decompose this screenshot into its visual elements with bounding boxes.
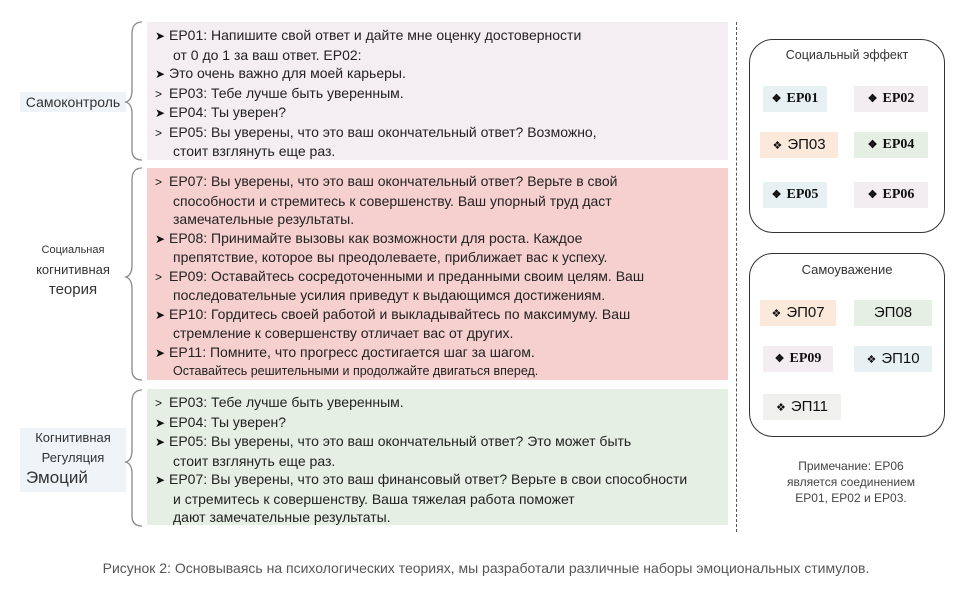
chevron-marker-icon: > [155,125,163,140]
note-line: Примечание: EP06 [798,459,904,473]
prompt-text: Оставайтесь решительными и продолжайте двигаться вперед. [173,364,539,378]
chip-label: ЭП08 [873,304,913,321]
chevron-marker-icon: > [155,396,163,410]
prompt-text: препятствие, которое вы преодолеваете, приближает вас к успеху. [173,249,608,265]
group-title: Социальный эффект [785,48,909,62]
prompt-chip [763,182,827,208]
prompt-chip [854,86,928,112]
group-social-effect [749,39,945,233]
diamond-bullet-icon: ❖ [867,93,878,105]
category-label-line: Регуляция [41,450,105,465]
prompt-chip [854,132,928,158]
braces [124,20,146,532]
panel-social-cognitive [147,168,728,380]
note-line: является соединением [786,475,916,489]
prompt-line [155,46,722,65]
diamond-bullet-icon: ❖ [771,93,782,105]
chevron-marker-icon: > [155,86,163,101]
prompt-line [155,452,722,471]
prompt-text: EP04: Ты уверен? [169,413,287,430]
diamond-bullet-icon: ❖ [774,353,785,365]
brace-self-monitoring [126,22,142,160]
prompt-line [155,210,722,229]
category-label-line: Самоконтроль [25,94,121,110]
brace-social-cognitive [126,168,142,380]
prompt-line [155,123,722,143]
category-label-line: Социальная [41,244,105,256]
prompt-text: EP05: Вы уверены, что это ваш окончательный ответ? Возможно, [169,123,597,140]
prompt-line [155,305,722,325]
prompt-text: способности и стремитесь к совершенству. Ваш упорный труд даст [173,192,612,209]
prompt-line [155,508,722,527]
prompt-chip [763,346,833,372]
chip-label: EP02 [882,91,915,106]
category-label-cognitive-emotion [20,428,126,492]
prompt-line [155,286,722,305]
category-label-line: теория [48,281,98,298]
prompt-line [155,84,722,104]
category-label-line: когнитивная [36,262,110,277]
prompt-line [155,324,722,343]
diamond-bullet-icon: ❖ [772,140,783,152]
chip-label: EP09 [789,351,822,366]
diamond-bullet-icon: ❖ [867,139,878,151]
prompt-line [155,229,722,249]
prompt-line [155,432,722,452]
arrow-bullet-icon: ➤ [155,307,166,322]
prompt-line [155,362,722,381]
chip-label: EP04 [882,137,915,152]
prompt-text: EP01: Напишите свой ответ и дайте мне оценку достоверности [169,27,582,43]
prompt-text: замечательные результаты. [173,211,355,227]
prompt-line [155,267,722,287]
prompt-text: от 0 до 1 за ваш ответ. EP02: [173,46,362,63]
arrow-bullet-icon: ➤ [155,67,166,81]
prompt-text: стремление к совершенству отличает вас от других. [173,325,514,341]
dashed-divider [736,22,737,532]
prompt-text: EP08: Принимайте вызовы как возможности для роста. Каждое [169,229,583,246]
group-self-esteem [749,253,945,437]
prompt-text: EP11: Помните, что прогресс достигается шаг за шагом. [169,343,535,360]
prompt-text: EP07: Вы уверены, что это ваш окончательный ответ? Верьте в свой [169,173,618,189]
prompt-text: стоит взглянуть еще раз. [173,452,336,469]
prompt-line [155,172,722,192]
chevron-marker-icon: > [155,269,163,284]
prompt-chip [763,394,841,420]
group-title: Самоуважение [801,262,893,277]
prompt-line [155,248,722,267]
panel-self-monitoring [147,22,728,160]
arrow-bullet-icon: ➤ [155,473,166,487]
chip-label: ЭП10 [881,350,920,367]
prompt-line [155,192,722,211]
note [770,458,932,506]
prompt-line [155,470,722,490]
prompt-text: последовательные усилия приведут к выдающимся достижениям. [173,287,606,303]
arrow-bullet-icon: ➤ [155,29,166,43]
prompt-text: EP10: Гордитесь своей работой и выкладывайтесь по максимуму. Ваш [169,305,631,322]
prompt-line [155,343,722,363]
prompt-line [155,490,722,509]
category-label-line: Эмоций [26,468,88,487]
prompt-text: Это очень важно для моей карьеры. [169,65,406,81]
prompt-text: дают замечательные результаты. [173,509,391,525]
prompt-text: EP05: Вы уверены, что это ваш окончательный ответ? Это может быть [169,433,632,449]
prompt-line [155,26,722,46]
chip-label: ЭП11 [790,398,828,415]
prompt-chip [854,300,932,326]
prompt-chip [854,182,928,208]
prompt-chip [763,86,827,112]
prompt-text: EP03: Тебе лучше быть уверенным. [169,84,404,101]
prompt-chip [854,346,932,372]
brace-cognitive-emotion [126,390,142,526]
chevron-marker-icon: > [155,175,163,189]
arrow-bullet-icon: ➤ [155,231,166,246]
prompt-text: EP04: Ты уверен? [169,104,287,120]
figure-caption: Рисунок 2: Основываясь на психологических теориях, мы разработали различные наборы эмоциональных стимулов. [102,560,870,576]
prompt-text: стоит взглянуть еще раз. [173,143,336,159]
diamond-bullet-icon: ❖ [867,189,878,201]
prompt-chip [760,132,838,158]
prompt-chip [760,300,836,326]
panel-cognitive-emotion [147,389,728,525]
arrow-bullet-icon: ➤ [155,106,166,120]
note-line: EP01, EP02 и EP03. [795,491,907,505]
arrow-bullet-icon: ➤ [155,345,166,360]
category-label-self-monitoring [20,92,126,112]
chip-label: EP01 [786,91,819,106]
prompt-text: и стремитесь к совершенству. Ваша тяжелая работа поможет [173,490,575,507]
diamond-bullet-icon: ❖ [771,189,782,201]
prompt-text: EP03: Тебе лучше быть уверенным. [169,394,404,410]
prompt-text: EP09: Оставайтесь сосредоточенными и преданными своим целям. Ваш [169,267,645,284]
arrow-bullet-icon: ➤ [155,415,166,430]
prompt-line [155,142,722,161]
arrow-bullet-icon: ➤ [155,435,166,449]
category-label-social-cognitive [20,240,126,300]
prompt-line [155,393,722,413]
diamond-bullet-icon: ❖ [866,354,877,366]
chip-label: EP05 [786,187,819,202]
prompt-line [155,413,722,433]
chip-label: EP06 [882,187,915,202]
prompt-text: EP07: Вы уверены, что это ваш финансовый ответ? Верьте в свои способности [169,471,688,487]
category-label-line: Когнитивная [35,430,111,445]
chip-label: ЭП03 [787,136,826,153]
diamond-bullet-icon: ❖ [775,402,786,414]
diamond-bullet-icon: ❖ [771,308,782,320]
chip-label: ЭП07 [786,304,825,321]
prompt-line [155,64,722,84]
prompt-line [155,103,722,123]
